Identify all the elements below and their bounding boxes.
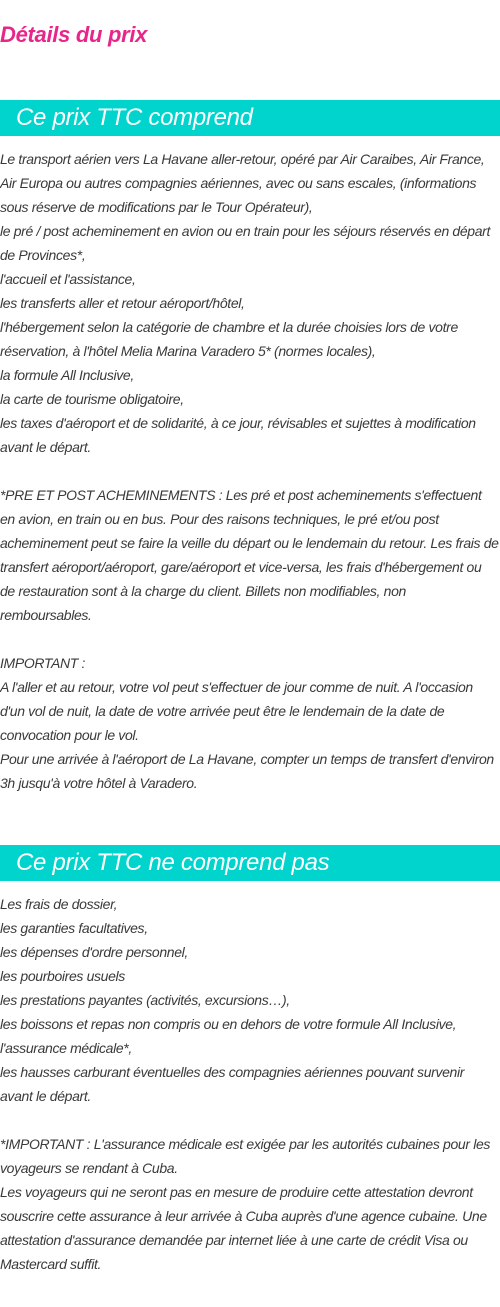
list-item: l'assurance médicale*, [0,1040,132,1056]
list-item: les transferts aller et retour aéroport/hôtel, [0,295,245,311]
list-item: les prestations payantes (activités, excursions…), [0,992,290,1008]
list-item: Les frais de dossier, [0,896,118,912]
excludes-heading-band [0,845,500,881]
list-item: les boissons et repas non compris ou en dehors de votre formule All Inclusive, [0,1016,457,1032]
important-title: IMPORTANT : [0,655,86,671]
list-item: les garanties facultatives, [0,920,148,936]
excludes-section [0,892,499,1276]
spacer [0,627,499,651]
list-item: les pourboires usuels [0,968,125,984]
spacer [0,459,499,483]
insurance-note: *IMPORTANT : L'assurance médicale est exigée par les autorités cubaines pour les voyageurs se rendant à Cuba. [0,1136,491,1176]
list-item: le pré / post acheminement en avion ou en train pour les séjours réservés en départ de Provinces*, [0,223,491,263]
list-item: Le transport aérien vers La Havane aller-retour, opéré par Air Caraibes, Air France, Air Europa ou autres compagnies aériennes, avec ou sans escales, (informations sous réserve de modifications par le Tour Opérateur), [0,151,485,215]
list-item: la carte de tourisme obligatoire, [0,391,184,407]
includes-section [0,147,499,795]
includes-heading: Ce prix TTC comprend [16,104,253,131]
important-line: Pour une arrivée à l'aéroport de La Havane, compter un temps de transfert d'environ 3h jusqu'à votre hôtel à Varadero. [0,751,494,791]
excludes-heading: Ce prix TTC ne comprend pas [16,849,330,876]
acheminement-note: *PRE ET POST ACHEMINEMENTS : Les pré et post acheminements s'effectuent en avion, en train ou en bus. Pour des raisons techniques, le pré et/ou post acheminement peut se faire la veille du départ ou le lendemain du retour. Les frais de transfert aéroport/aéroport, gare/aéroport et vice-versa, les frais d'hébergement ou de restauration sont à la charge du client. Billets non modifiables, non remboursables. [0,487,499,623]
list-item: la formule All Inclusive, [0,367,134,383]
includes-heading-band [0,100,500,136]
list-item: l'hébergement selon la catégorie de chambre et la durée choisies lors de votre réservation, à l'hôtel Melia Marina Varadero 5* (normes locales), [0,319,458,359]
spacer [0,1108,499,1132]
list-item: les hausses carburant éventuelles des compagnies aériennes pouvant survenir avant le départ. [0,1064,465,1104]
important-line: A l'aller et au retour, votre vol peut s'effectuer de jour comme de nuit. A l'occasion d'un vol de nuit, la date de votre arrivée peut être le lendemain de la date de convocation pour le vol. [0,679,473,743]
list-item: les taxes d'aéroport et de solidarité, à ce jour, révisables et sujettes à modification avant le départ. [0,415,476,455]
list-item: les dépenses d'ordre personnel, [0,944,188,960]
page-title: Détails du prix [0,22,148,47]
insurance-note: Les voyageurs qui ne seront pas en mesure de produire cette attestation devront souscrire cette assurance à leur arrivée à Cuba auprès d'une agence cubaine. Une attestation d'assurance demandée par internet liée à une carte de crédit Visa ou Mastercard suffit. [0,1184,487,1272]
list-item: l'accueil et l'assistance, [0,271,136,287]
